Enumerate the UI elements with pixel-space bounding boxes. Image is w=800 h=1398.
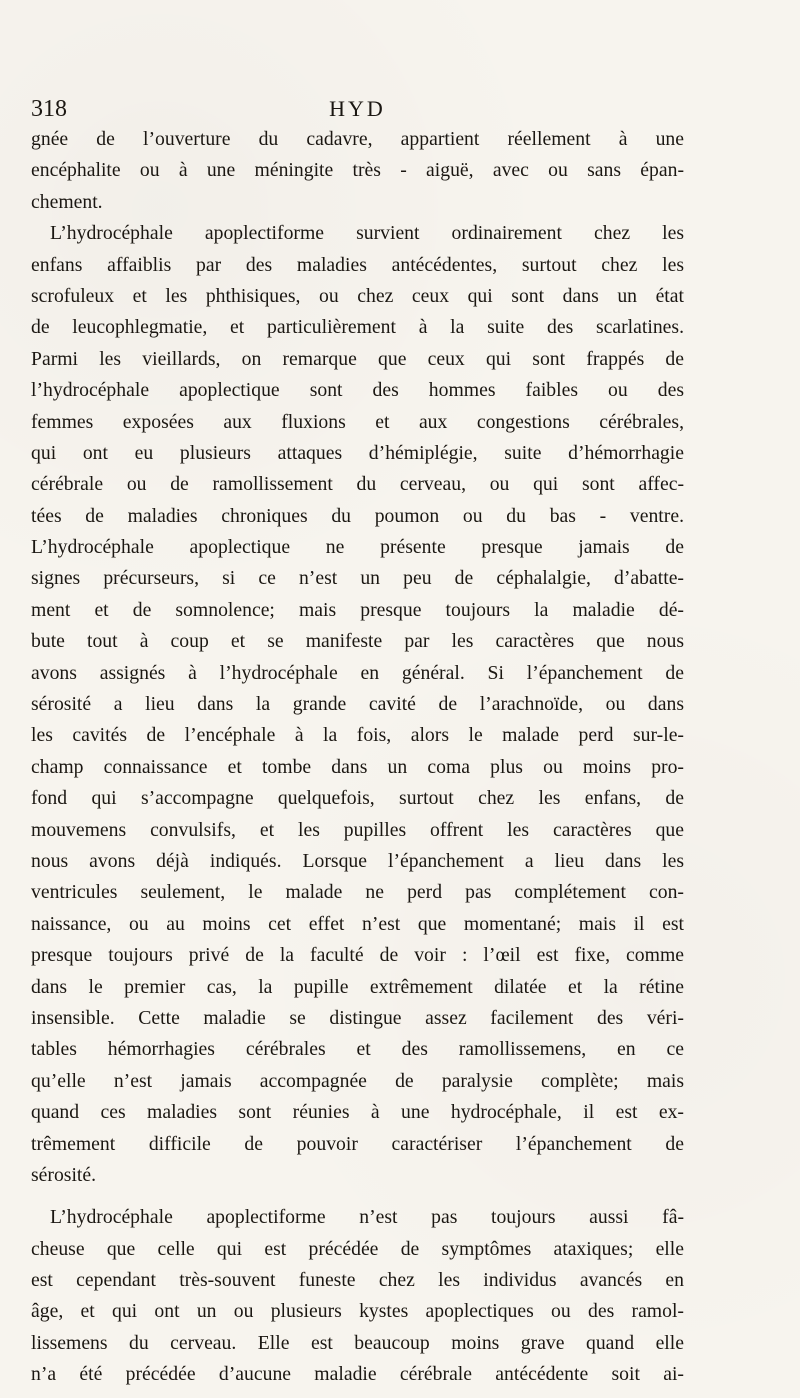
- paragraph-start-line: L’hydrocéphale apoplectiforme survient ordinairement chez les: [50, 222, 684, 245]
- text-line: cheuse que celle qui est précédée de symptômes ataxiques; elle: [31, 1237, 684, 1260]
- text-line: tées de maladies chroniques du poumon ou du bas - ventre.: [31, 504, 684, 527]
- text-line: femmes exposées aux fluxions et aux congestions cérébrales,: [31, 410, 684, 433]
- text-line: Parmi les vieillards, on remarque que ceux qui sont frappés de: [31, 347, 684, 370]
- text-line: ment et de somnolence; mais presque toujours la maladie dé-: [31, 598, 684, 621]
- text-line: trêmement difficile de pouvoir caractériser l’épanchement de: [31, 1132, 684, 1155]
- body-text: [31, 124, 684, 1391]
- text-line: tables hémorrhagies cérébrales et des ramollissemens, en ce: [31, 1038, 684, 1061]
- page-number: 318: [31, 96, 67, 122]
- text-line: mouvemens convulsifs, et les pupilles offrent les caractères que: [31, 818, 684, 841]
- paragraph-start-line: L’hydrocéphale apoplectiforme n’est pas toujours aussi fâ-: [50, 1206, 684, 1229]
- text-line: champ connaissance et tombe dans un coma plus ou moins pro-: [31, 755, 684, 778]
- text-line: cérébrale ou de ramollissement du cerveau, ou qui sont affec-: [31, 473, 684, 496]
- text-line: n’a été précédée d’aucune maladie cérébrale antécédente soit ai-: [31, 1363, 684, 1386]
- text-line: L’hydrocéphale apoplectique ne présente presque jamais de: [31, 536, 684, 559]
- running-head: HYD: [329, 96, 386, 121]
- text-line: dans le premier cas, la pupille extrêmement dilatée et la rétine: [31, 975, 684, 998]
- text-line: bute tout à coup et se manifeste par les caractères que nous: [31, 630, 684, 653]
- text-line: sérosité a lieu dans la grande cavité de l’arachnoïde, ou dans: [31, 693, 684, 716]
- text-line: sérosité.: [31, 1163, 97, 1186]
- text-line: gnée de l’ouverture du cadavre, appartient réellement à une: [31, 128, 684, 150]
- text-line: ventricules seulement, le malade ne perd pas complétement con-: [31, 881, 684, 904]
- text-line: fond qui s’accompagne quelquefois, surtout chez les enfans, de: [31, 787, 684, 810]
- text-line: signes précurseurs, si ce n’est un peu de céphalalgie, d’abatte-: [31, 567, 684, 590]
- text-line: de leucophlegmatie, et particulièrement à la suite des scarlatines.: [31, 316, 684, 339]
- text-line: scrofuleux et les phthisiques, ou chez ceux qui sont dans un état: [31, 284, 684, 307]
- text-line: qui ont eu plusieurs attaques d’hémiplégie, suite d’hémorrhagie: [31, 441, 684, 464]
- text-line: lissemens du cerveau. Elle est beaucoup moins grave quand elle: [31, 1331, 684, 1354]
- text-line: les cavités de l’encéphale à la fois, alors le malade perd sur-le-: [31, 724, 684, 747]
- text-line: presque toujours privé de la faculté de voir : l’œil est fixe, comme: [31, 944, 684, 967]
- text-line: âge, et qui ont un ou plusieurs kystes apoplectiques ou des ramol-: [31, 1300, 684, 1323]
- text-line: quand ces maladies sont réunies à une hydrocéphale, il est ex-: [31, 1101, 684, 1124]
- text-line: insensible. Cette maladie se distingue assez facilement des véri-: [31, 1006, 684, 1029]
- text-line: chement.: [31, 190, 103, 213]
- text-line: nous avons déjà indiqués. Lorsque l’épanchement a lieu dans les: [31, 849, 684, 872]
- text-line: encéphalite ou à une méningite très - aiguë, avec ou sans épan-: [31, 159, 684, 182]
- paragraph-gap: [31, 1191, 684, 1202]
- text-line: est cependant très-souvent funeste chez les individus avancés en: [31, 1269, 684, 1292]
- text-line: enfans affaiblis par des maladies antécédentes, surtout chez les: [31, 253, 684, 276]
- text-line: l’hydrocéphale apoplectique sont des hommes faibles ou des: [31, 379, 684, 402]
- text-line: qu’elle n’est jamais accompagnée de paralysie complète; mais: [31, 1069, 684, 1092]
- text-line: avons assignés à l’hydrocéphale en général. Si l’épanchement de: [31, 661, 684, 684]
- text-line: naissance, ou au moins cet effet n’est que momentané; mais il est: [31, 912, 684, 935]
- page-header: [31, 95, 684, 125]
